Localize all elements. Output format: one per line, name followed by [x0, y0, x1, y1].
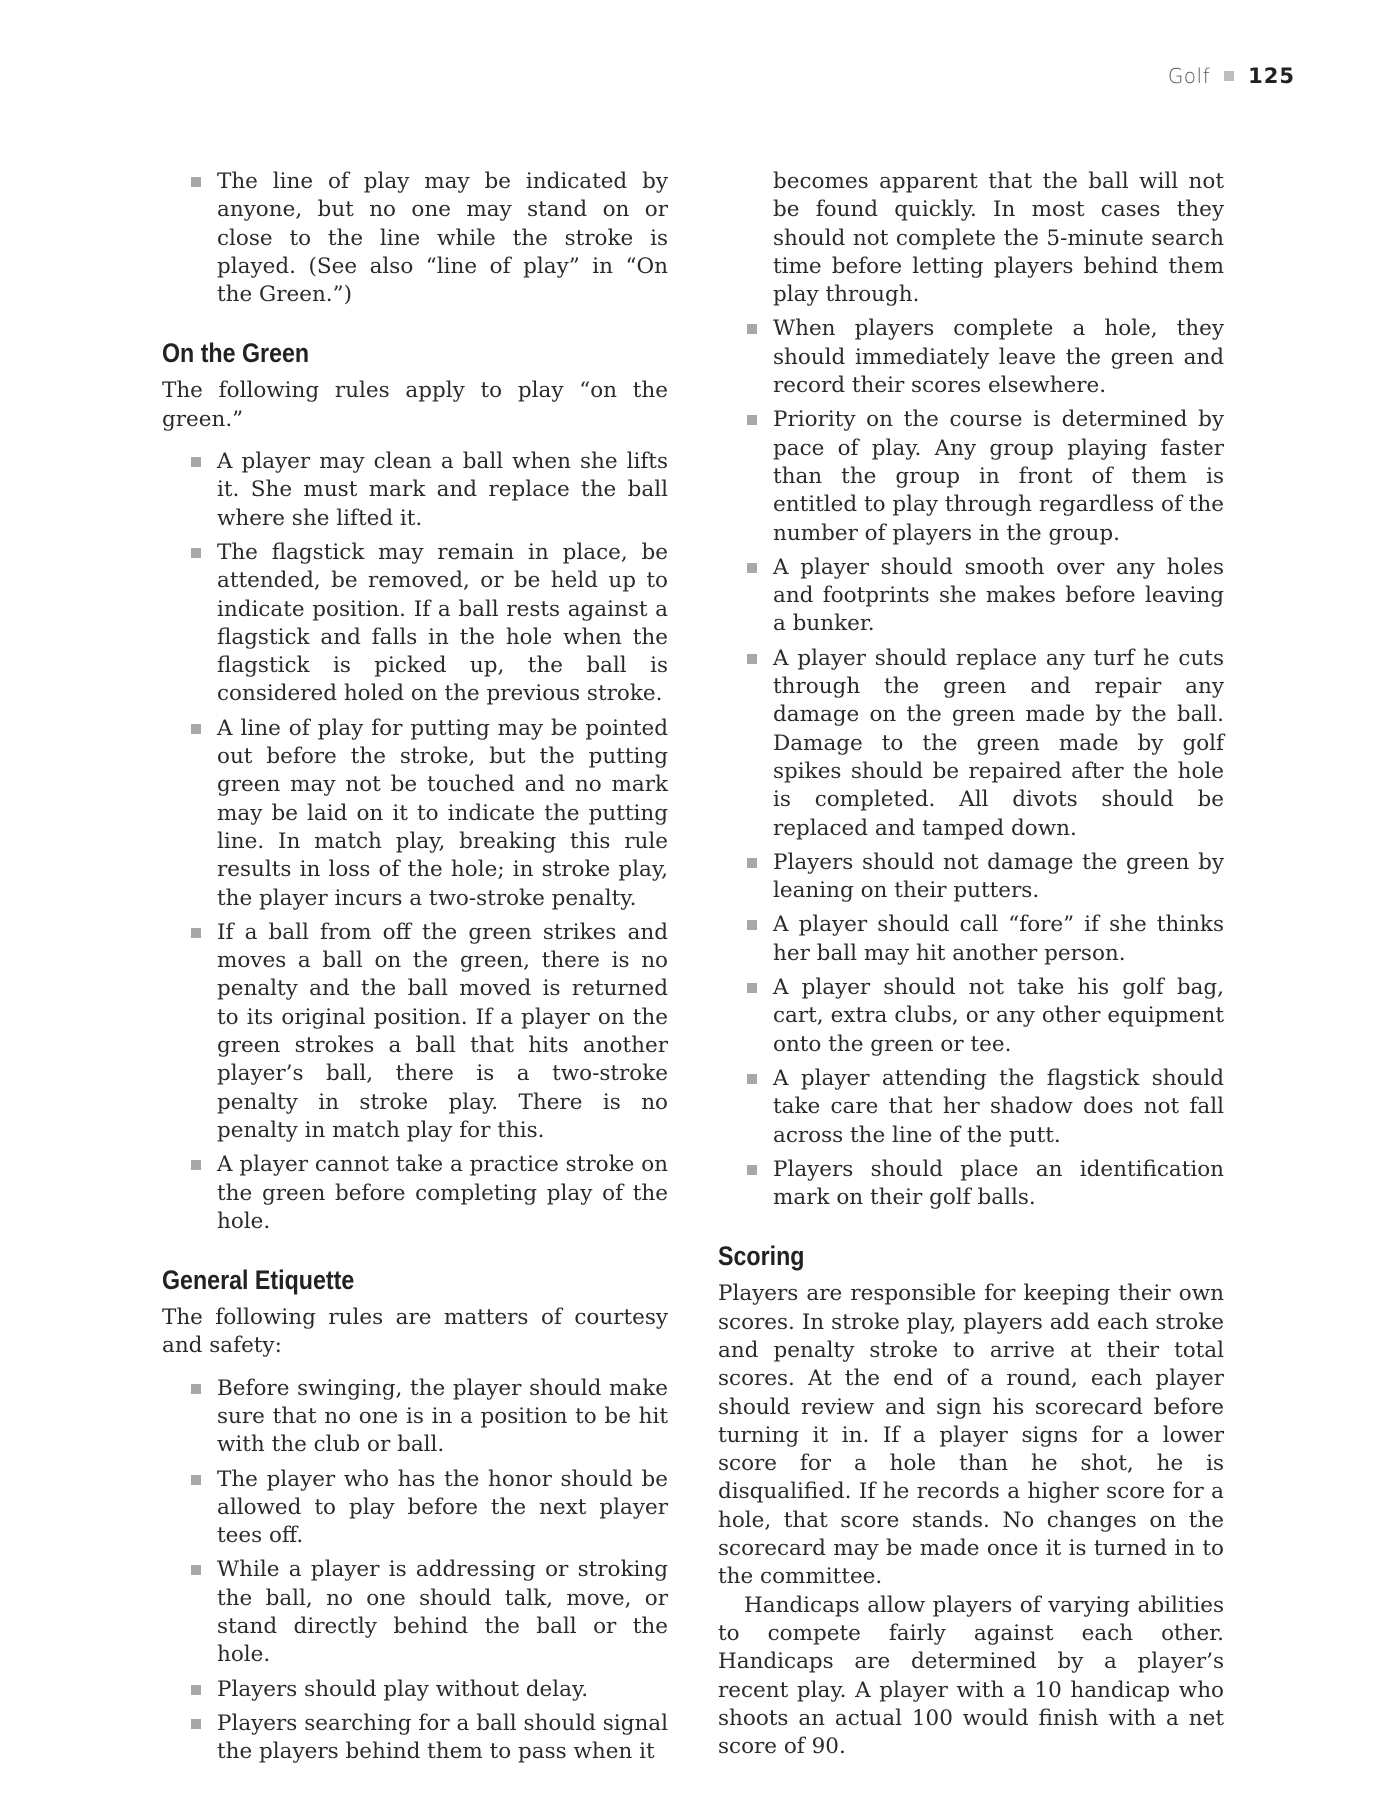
list-item: A player may clean a ball when she lifts it. She must mark and replace the ball where she lifted it.	[162, 448, 668, 533]
etiquette-rules-list-continued	[718, 315, 1224, 1212]
square-bullet-icon	[747, 415, 757, 425]
left-column	[162, 168, 668, 1773]
square-bullet-icon	[191, 457, 201, 467]
square-bullet-icon	[747, 1074, 757, 1084]
square-bullet-icon	[191, 1565, 201, 1575]
list-item: Players should not damage the green by leaning on their putters.	[718, 849, 1224, 906]
body-paragraph: Handicaps allow players of varying abilities to compete fairly against each other. Handicaps are determined by a player’s recent play. A player with a 10 handicap who shoots an actual 100 would finish with a net score of 90.	[718, 1592, 1224, 1760]
body-paragraph: Players are responsible for keeping their own scores. In stroke play, players add each stroke and penalty stroke to arrive at their total scores. At the end of a round, each player should review and sign his scorecard before turning it in. If a player signs for a lower score for a hole than he shot, he is disqualified. If he records a higher score for a hole, that score stands. No changes on the scorecard may be made once it is turned in to the committee.	[718, 1281, 1224, 1590]
list-item: Priority on the course is determined by pace of play. Any group playing faster than the group in front of them is entitled to play through regardless of the number of players in the group.	[718, 406, 1224, 547]
section-intro: The following rules are matters of courtesy and safety:	[162, 1305, 668, 1359]
square-bullet-icon	[191, 1384, 201, 1394]
section-title: Golf	[1167, 64, 1211, 88]
square-bullet-icon	[191, 548, 201, 558]
list-item: While a player is addressing or stroking the ball, no one should talk, move, or stand directly behind the ball or the hole.	[162, 1556, 668, 1669]
square-separator-icon	[1224, 71, 1234, 81]
list-item: When players complete a hole, they should immediately leave the green and record their scores elsewhere.	[718, 315, 1224, 400]
square-bullet-icon	[747, 563, 757, 573]
right-column	[718, 168, 1224, 1761]
list-item: The flagstick may remain in place, be attended, be removed, or be held up to indicate position. If a ball rests against a flagstick and falls in the hole when the flagstick is picked up, the ball is considered holed on the previous stroke.	[162, 539, 668, 709]
square-bullet-icon	[191, 928, 201, 938]
square-bullet-icon	[191, 1160, 201, 1170]
list-item: Players should place an identification mark on their golf balls.	[718, 1156, 1224, 1213]
list-item: A player should smooth over any holes and footprints she makes before leaving a bunker.	[718, 554, 1224, 639]
square-bullet-icon	[747, 1165, 757, 1175]
square-bullet-icon	[747, 324, 757, 334]
list-item-continuation: becomes apparent that the ball will not be found quickly. In most cases they should not complete the 5-minute search time before letting players behind them play through.	[773, 169, 1224, 308]
square-bullet-icon	[191, 1719, 201, 1729]
list-item: A player attending the flagstick should take care that her shadow does not fall across the line of the putt.	[718, 1065, 1224, 1150]
etiquette-rules-list	[162, 1375, 668, 1767]
list-item: A player cannot take a practice stroke on the green before completing play of the hole.	[162, 1151, 668, 1236]
square-bullet-icon	[747, 858, 757, 868]
page-number: 125	[1248, 64, 1295, 88]
list-item: Before swinging, the player should make sure that no one is in a position to be hit with the club or ball.	[162, 1375, 668, 1460]
list-item: If a ball from off the green strikes and moves a ball on the green, there is no penalty and the ball moved is returned to its original position. If a player on the green strokes a ball that hits another player’s ball, there is a two-stroke penalty in stroke play. There is no penalty in match play for this.	[162, 919, 668, 1145]
list-item: Players searching for a ball should signal the players behind them to pass when it	[162, 1710, 668, 1767]
square-bullet-icon	[191, 1685, 201, 1695]
square-bullet-icon	[747, 983, 757, 993]
section-intro: The following rules apply to play “on the green.”	[162, 378, 668, 432]
list-item: Players should play without delay.	[162, 1676, 668, 1704]
square-bullet-icon	[191, 724, 201, 734]
green-rules-list	[162, 448, 668, 1236]
list-item: A player should replace any turf he cuts through the green and repair any damage on the green made by the ball. Damage to the green made by golf spikes should be repaired after the hole is completed. All divots should be replaced and tamped down.	[718, 645, 1224, 843]
square-bullet-icon	[191, 1475, 201, 1485]
top-bullet-list	[162, 168, 668, 309]
list-item: A player should call “fore” if she thinks her ball may hit another person.	[718, 911, 1224, 968]
section-heading-general-etiquette: General Etiquette	[162, 1265, 355, 1296]
list-item: A player should not take his golf bag, cart, extra clubs, or any other equipment onto the green or tee.	[718, 974, 1224, 1059]
square-bullet-icon	[747, 920, 757, 930]
section-heading-scoring: Scoring	[718, 1241, 805, 1272]
square-bullet-icon	[191, 177, 201, 187]
square-bullet-icon	[747, 654, 757, 664]
section-heading-on-the-green: On the Green	[162, 338, 310, 369]
list-item: A line of play for putting may be pointed out before the stroke, but the putting green may not be touched and no mark may be laid on it to indicate the putting line. In match play, breaking this rule results in loss of the hole; in stroke play, the player incurs a two-stroke penalty.	[162, 715, 668, 913]
list-item: The line of play may be indicated by anyone, but no one may stand on or close to the line while the stroke is played. (See also “line of play” in “On the Green.”)	[162, 168, 668, 309]
running-header	[1168, 64, 1295, 88]
list-item: The player who has the honor should be allowed to play before the next player tees off.	[162, 1466, 668, 1551]
